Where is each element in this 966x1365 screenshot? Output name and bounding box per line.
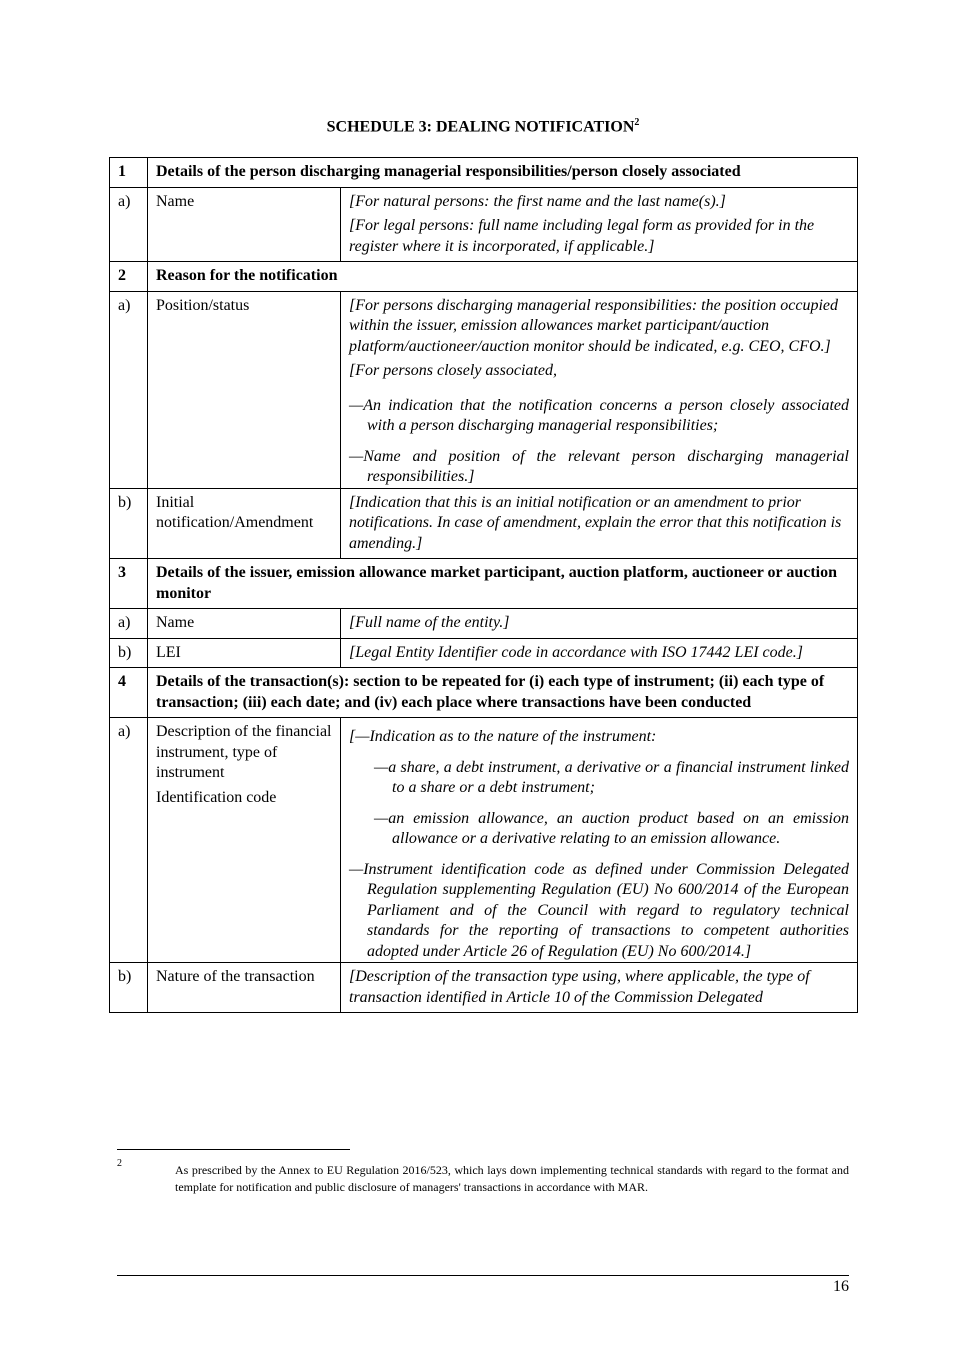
row-label-line: Description of the financial instrument, type of instrument [156,723,332,781]
title-text: SCHEDULE 3: DEALING NOTIFICATION [326,118,635,136]
section-number: 1 [110,158,148,188]
footer-rule [117,1275,849,1276]
section-number: 4 [110,668,148,718]
row-key: a) [110,609,148,639]
content-paragraph: [For legal persons: full name including legal form as provided for in the register where it is incorporated, if applicable.] [349,217,815,255]
content-dash-item: —Name and position of the relevant person discharging managerial responsibilities.] [349,447,849,485]
footnote-separator [117,1149,350,1150]
section-4-row-b [110,963,858,1013]
content-paragraph: [Legal Entity Identifier code in accordance with ISO 17442 LEI code.] [349,643,803,661]
title-footnote-ref: 2 [634,117,640,128]
footnote-text: As prescribed by the Annex to EU Regulation 2016/523, which lays down implementing technical standards with regard to the format and template for notification and public disclosure of managers' transactions in accordance with MAR. [175,1163,849,1194]
content-dash-item: —An indication that the notification concerns a person closely associated with a person discharging managerial responsibilities; [349,396,849,434]
row-content [341,187,858,262]
content-paragraph: [Indication that this is an initial notification or an amendment to prior notifications. In case of amendment, explain the error that this notification is amending.] [349,493,842,552]
dealing-notification-table [109,157,858,1013]
row-key: a) [110,187,148,262]
section-3-header [110,559,858,609]
section-4-row-a [110,718,858,963]
content-dash-item: —Instrument identification code as defined under Commission Delegated Regulation supplementing Regulation (EU) No 600/2014 of the European Parliament and of the Council with regard to regulatory technical standards for the reporting of transactions to competent authorities adopted under Article 26 of Regulation (EU) No 600/2014.] [349,860,849,960]
section-2-header [110,262,858,292]
footnote-number: 2 [117,1158,122,1169]
row-label [148,718,341,963]
row-label: LEI [148,638,341,668]
section-4-header [110,668,858,718]
row-content [341,488,858,559]
content-paragraph: [For persons closely associated, [349,362,557,379]
row-content [341,963,858,1013]
row-key: a) [110,718,148,963]
row-content [341,638,858,668]
section-1-row-a [110,187,858,262]
content-paragraph: [Full name of the entity.] [349,614,510,631]
row-content [341,291,858,488]
section-heading: Details of the issuer, emission allowance market participant, auction platform, auctioneer or auction monitor [148,559,858,609]
row-label: Position/status [148,291,341,488]
content-paragraph: [Description of the transaction type using, where applicable, the type of transaction identified in Article 10 of the Commission Delegated [349,968,810,1006]
section-number: 2 [110,262,148,292]
row-key: a) [110,291,148,488]
section-3-row-b [110,638,858,668]
row-label: Name [148,609,341,639]
content-dash-item: —an emission allowance, an auction product based on an emission allowance or a derivative relating to an emission allowance. [374,809,849,847]
section-heading: Details of the transaction(s): section to be repeated for (i) each type of instrument; (ii) each type of transaction; (iii) each date; and (iv) each place where transactions have been conducted [148,668,858,718]
section-3-row-a [110,609,858,639]
row-content [341,609,858,639]
row-key: b) [110,488,148,559]
row-key: b) [110,638,148,668]
page-title [0,117,966,136]
row-content [341,718,858,963]
section-number: 3 [110,559,148,609]
row-label: Initial notification/Amendment [148,488,341,559]
row-label-line: Identification code [156,788,277,806]
row-label: Nature of the transaction [148,963,341,1013]
section-2-row-a [110,291,858,488]
row-label: Name [148,187,341,262]
section-1-header [110,158,858,188]
section-heading: Reason for the notification [148,262,858,292]
page-number: 16 [833,1278,849,1295]
content-dash-item: —a share, a debt instrument, a derivative or a financial instrument linked to a share or a debt instrument; [374,758,849,796]
row-key: b) [110,963,148,1013]
content-paragraph: [—Indication as to the nature of the instrument: [349,728,657,745]
section-heading: Details of the person discharging managerial responsibilities/person closely associated [148,158,858,188]
section-2-row-b [110,488,858,559]
content-paragraph: [For persons discharging managerial responsibilities: the position occupied within the issuer, emission allowances market participant/auction platform/auctioneer/auction monitor should be indicated, e.g. CEO, CFO.] [349,296,839,355]
content-paragraph: [For natural persons: the first name and the last name(s).] [349,192,726,210]
